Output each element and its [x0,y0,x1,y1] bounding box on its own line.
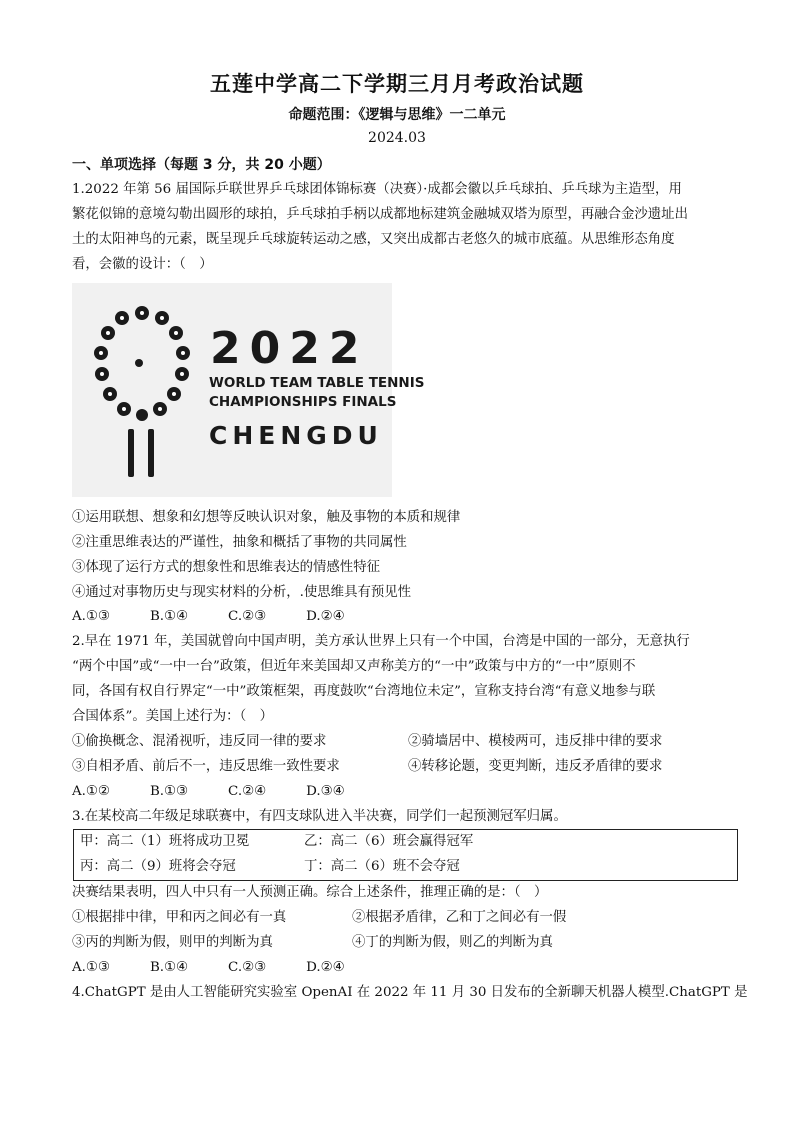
q1-option-1: ①运用联想、想象和幻想等反映认识对象，触及事物的本质和规律 [72,510,461,525]
q2-answer-c[interactable]: C.②④ [228,784,267,799]
q1-option-4: ④通过对事物历史与现实材料的分析，.使思维具有预见性 [72,585,412,600]
prediction-jia: 甲：高二（1）班将成功卫冕 [80,834,250,849]
q2-answer-a[interactable]: A.①② [72,784,110,799]
exam-date: 2024.03 [368,130,426,146]
logo-line1: WORLD TEAM TABLE TENNIS [209,375,425,391]
q3-answer-a[interactable]: A.①③ [72,960,110,975]
q4-text-line1: 4.ChatGPT 是由人工智能研究实验室 OpenAI 在 2022 年 11 月 30 日发布的全新聊天机器人模型.ChatGPT 是 [72,985,748,1000]
q1-option-3: ③体现了运行方式的想象性和思维表达的情感性特征 [72,560,380,575]
q3-option-4: ④丁的判断为假，则乙的判断为真 [352,935,553,950]
q2-option-3: ③自相矛盾、前后不一，违反思维一致性要求 [72,759,340,774]
q3-text-line2: 决赛结果表明，四人中只有一人预测正确。综合上述条件，推理正确的是：（ ） [72,885,548,900]
q3-option-1: ①根据排中律，甲和丙之间必有一真 [72,910,287,925]
q2-text-line1: 2.早在 1971 年，美国就曾向中国声明，美方承认世界上只有一个中国，台湾是中国的一部分，无意执行 [72,634,690,649]
q1-text-line2: 繁花似锦的意境勾勒出圆形的球拍，乒乓球拍手柄以成都地标建筑金融城双塔为原型，再融合金沙遗址出 [72,207,688,222]
q1-answer-row [72,605,385,630]
logo-line2: CHAMPIONSHIPS FINALS [209,394,397,410]
q1-text-line4: 看，会徽的设计：（ ） [72,257,213,272]
prediction-bing: 丙：高二（9）班将会夺冠 [80,859,236,874]
q2-answer-row [72,780,385,805]
q1-text-line3: 土的太阳神鸟的元素，既呈现乒乓球旋转运动之感，又突出成都古老悠久的城市底蕴。从思维形态角度 [72,232,675,247]
q3-answer-row [72,956,385,981]
exam-scope: 命题范围：《逻辑与思维》一二单元 [288,107,506,123]
q2-option-4: ④转移论题，变更判断，违反矛盾律的要求 [408,759,663,774]
q1-answer-c[interactable]: C.②③ [228,609,267,624]
q1-text-line1: 1.2022 年第 56 届国际乒联世界乒乓球团体锦标赛（决赛）·成都会徽以乒乓球拍、乒乓球为主造型，用 [72,182,682,197]
q2-answer-d[interactable]: D.③④ [306,784,345,799]
q2-text-line3: 同，各国有权自行界定“一中”政策框架，再度鼓吹“台湾地位未定”，宣称支持台湾“有意义地参与联 [72,684,656,699]
q3-text-line1: 3.在某校高二年级足球联赛中，有四支球队进入半决赛，同学们一起预测冠军归属。 [72,809,567,824]
logo-city: CHENGDU [209,421,383,450]
q2-option-2: ②骑墙居中、模棱两可，违反排中律的要求 [408,734,663,749]
q3-option-2: ②根据矛盾律，乙和丁之间必有一假 [352,910,567,925]
q2-text-line4: 合国体系”。美国上述行为：（ ） [72,709,274,724]
section-heading: 一、单项选择（每题 3 分，共 20 小题） [72,157,331,173]
q1-answer-a[interactable]: A.①③ [72,609,110,624]
q3-answer-d[interactable]: D.②④ [306,960,345,975]
q1-answer-b[interactable]: B.①④ [149,609,189,624]
q2-answer-b[interactable]: B.①③ [149,784,189,799]
q1-answer-d[interactable]: D.②④ [306,609,345,624]
q2-text-line2: “两个中国”或“一中一台”政策，但近年来美国却又声称美方的“一中”政策与中方的“一中”原则不 [72,659,636,674]
prediction-ding: 丁：高二（6）班不会夺冠 [304,859,460,874]
prediction-box [73,829,738,881]
q3-answer-c[interactable]: C.②③ [228,960,267,975]
q3-answer-b[interactable]: B.①④ [149,960,189,975]
page-title: 五莲中学高二下学期三月月考政治试题 [210,72,584,96]
q2-option-1: ①偷换概念、混淆视听，违反同一律的要求 [72,734,327,749]
logo-year: 2022 [210,323,369,374]
q3-option-3: ③丙的判断为假，则甲的判断为真 [72,935,273,950]
q1-option-2: ②注重思维表达的严谨性，抽象和概括了事物的共同属性 [72,535,407,550]
championship-logo [72,283,425,497]
prediction-yi: 乙：高二（6）班会赢得冠军 [304,834,474,849]
paddle-flower-icon [92,301,192,481]
